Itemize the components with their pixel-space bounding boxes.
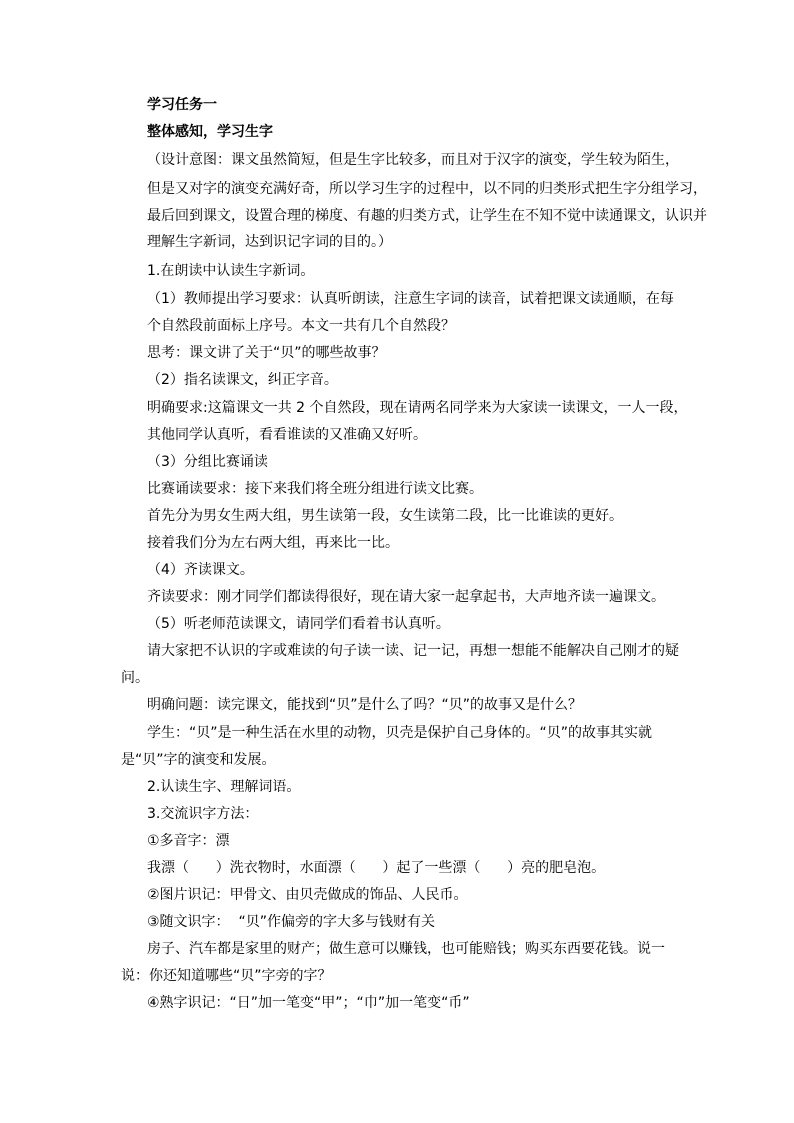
familiar-character-method: ④熟字识记：“日”加一笔变“甲”；“巾”加一笔变“币” [147,995,470,1011]
clear-requirement-line-1: 明确要求:这篇课文一共 2 个自然段，现在请两名同学来为大家读一读课文，一人一段， [147,400,688,416]
clear-requirement-line-2: 其他同学认真听，看看谁读的又准确又好听。 [147,427,427,443]
design-intent-line-2: 但是又对字的演变充满好奇，所以学习生字的过程中，以不同的归类形式把生字分组学习， [147,181,707,197]
contest-group-2: 接着我们分为左右两大组，再来比一比。 [147,535,399,551]
step-3-title: 3.交流识字方法： [147,806,259,822]
step-1-1-line-2: 个自然段前面标上序号。本文一共有几个自然段？ [147,318,455,334]
thinking-question: 思考：课文讲了关于“贝”的哪些故事？ [147,345,386,361]
clear-question: 明确问题：读完课文，能找到“贝”是什么了吗？“贝”的故事又是什么？ [147,697,583,713]
step-2-title: 2.认读生字、理解词语。 [147,779,301,795]
student-answer-line-2: 是“贝”字的演变和发展。 [121,752,276,768]
step-1-3: （3）分组比赛诵读 [147,454,268,470]
reading-instruction-line-2: 问。 [121,670,149,686]
polyphone-example: 我漂（ ）洗衣物时，水面漂（ ）起了一些漂（ ）亮的肥皂泡。 [147,860,606,876]
choral-reading-requirement: 齐读要求：刚才同学们都读得很好，现在请大家一起拿起书，大声地齐读一遍课文。 [147,589,665,605]
student-answer-line-1: 学生：“贝”是一种生活在水里的动物，贝壳是保护自己身体的。“贝”的故事其实就 [147,725,653,741]
contest-group-1: 首先分为男女生两大组，男生读第一段，女生读第二段，比一比谁读的更好。 [147,508,623,524]
reading-instruction-line-1: 请大家把不认识的字或难读的句子读一读、记一记，再想一想能不能解决自己刚才的疑 [147,643,679,659]
polyphone-heading: ①多音字：漂 [147,833,230,849]
design-intent-line-4: 理解生字新词，达到识记字词的目的。） [147,234,392,250]
design-intent-line-3: 最后回到课文，设置合理的梯度、有趣的归类方式，让学生在不知不觉中读通课文，认识并 [147,208,707,224]
money-example-line-1: 房子、汽车都是家里的财产；做生意可以赚钱，也可能赔钱；购买东西要花钱。说一 [147,941,665,957]
step-1-1-line-1: （1）教师提出学习要求：认真听朗读，注意生字词的读音，试着把课文读通顺，在每 [147,291,674,307]
task-heading: 学习任务一 [147,97,217,113]
step-1-5: （5）听老师范读课文，请同学们看着书认真听。 [147,616,450,632]
context-recognition: ③随文识字： “贝”作偏旁的字大多与钱财有关 [147,914,435,930]
contest-requirement: 比赛诵读要求：接下来我们将全班分组进行读文比赛。 [147,481,483,497]
step-1-2: （2）指名读课文，纠正字音。 [147,372,338,388]
step-1-title: 1.在朗读中认读生字新词。 [147,263,315,279]
design-intent-line-1: （设计意图：课文虽然简短，但是生字比较多，而且对于汉字的演变，学生较为陌生， [147,152,679,168]
money-example-line-2: 说：你还知道哪些“贝”字旁的字？ [121,968,332,984]
step-1-4: （4）齐读课文。 [147,562,254,578]
section-heading: 整体感知，学习生字 [147,124,273,140]
picture-recognition: ②图片识记：甲骨文、由贝壳做成的饰品、人民币。 [147,887,468,903]
